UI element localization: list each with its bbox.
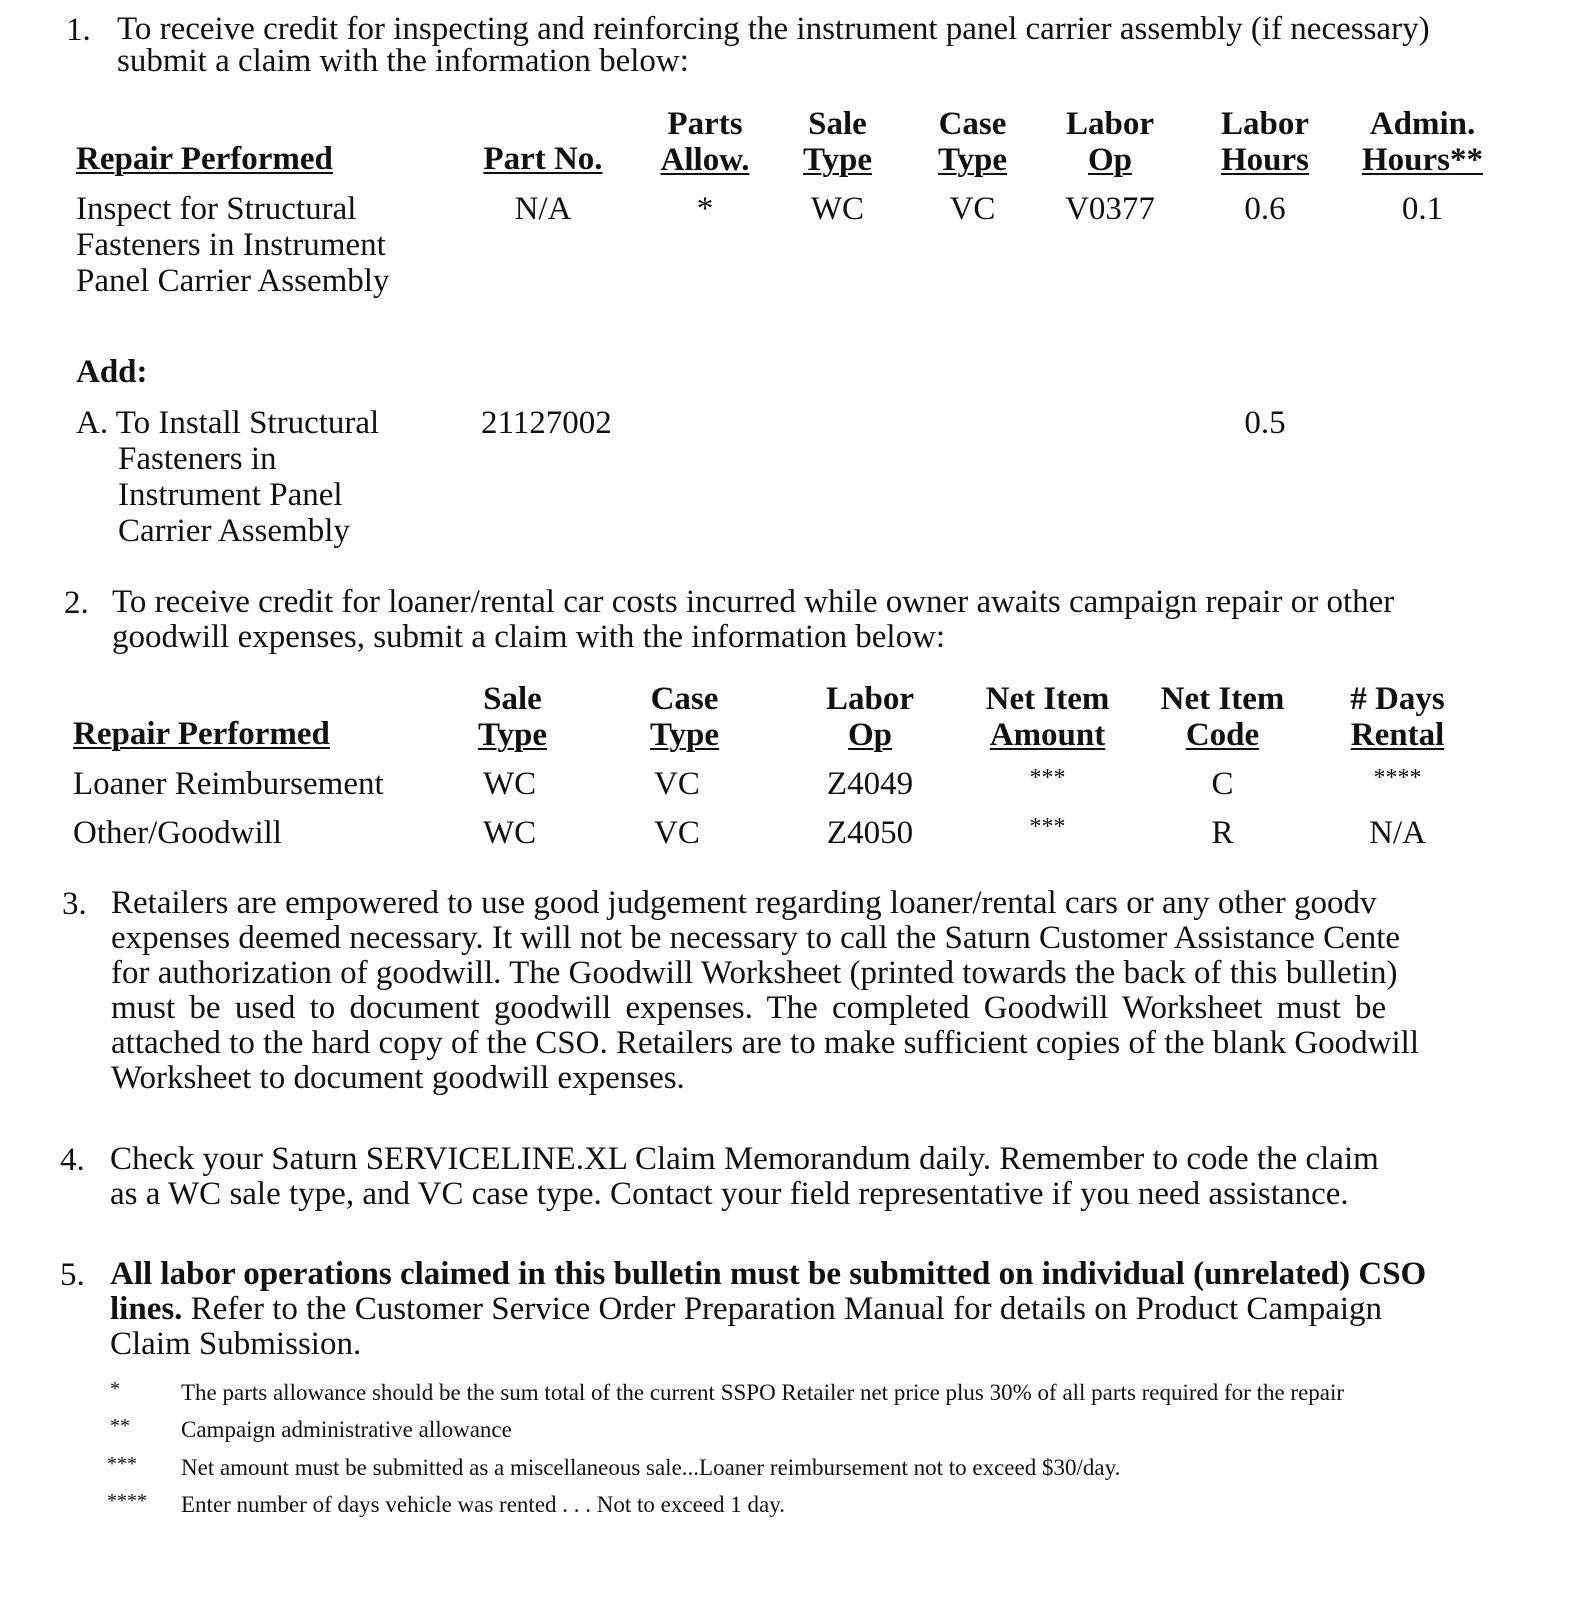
table-2-header-case-type: Case Type <box>649 681 720 753</box>
item-3-paragraph: Retailers are empowered to use good judgement regarding loaner/rental cars or any other goodv expenses deemed necessary. It will not be necessary to call the Saturn Customer Assistance Cente for authorization of goodwill. The Goodwill Worksheet (printed towards the back of this bulletin) must be used to document goodwill expenses. The completed Goodwill Worksheet must be attached to the hard copy of the CSO. Retailers are to make sufficient copies of the blank Goodwill Worksheet to document goodwill expenses. <box>111 885 1420 1096</box>
table-1-row-2-labor-hours: 0.5 <box>1244 405 1286 441</box>
table-1-header-labor-op: Labor Op <box>1065 106 1154 178</box>
table-1-row-2-repair: A. To Install Structural Fasteners in Instrument Panel Carrier Assembly <box>76 405 380 549</box>
table-1-row-2-part-no: 21127002 <box>481 405 612 441</box>
footnote-3-mark: *** <box>107 1453 137 1475</box>
table-1-header-sale-type: Sale Type <box>802 106 873 178</box>
item-1-line-1: To receive credit for inspecting and reinforcing the instrument panel carrier assembly (if necessary) <box>117 11 1430 47</box>
item-1-number: 1. <box>66 12 91 48</box>
table-2-row-2-repair: Other/Goodwill <box>73 815 282 851</box>
item-2-line-1: To receive credit for loaner/rental car costs incurred while owner awaits campaign repair or other <box>112 584 1395 620</box>
table-1-header-labor-hours: Labor Hours <box>1220 106 1309 178</box>
table-2-row-1-labor-op: Z4049 <box>826 766 914 802</box>
table-2-row-1-days: **** <box>1373 765 1422 791</box>
table-2-header-net-amount: Net Item Amount <box>985 681 1110 753</box>
table-1-row-1-sale-type: WC <box>810 191 865 227</box>
table-2-row-1-repair: Loaner Reimbursement <box>73 766 384 802</box>
table-1-header-parts-allow: Parts Allow. <box>660 106 750 178</box>
table-2-row-1-net-amount: *** <box>1029 765 1066 791</box>
table-2-header-days-rental: # Days Rental <box>1350 681 1445 753</box>
item-4-line-2: as a WC sale type, and VC case type. Contact your field representative if you need assistance. <box>110 1176 1349 1212</box>
table-2-header-sale-type: Sale Type <box>477 681 548 753</box>
table-2-row-2-net-amount: *** <box>1029 814 1066 840</box>
table-2-row-2-net-code: R <box>1211 815 1234 851</box>
table-1-row-1-part-no: N/A <box>514 191 572 227</box>
footnote-1-mark: * <box>110 1378 120 1400</box>
item-5-line-2-rest: Refer to the Customer Service Order Preparation Manual for details on Product Campaign <box>182 1291 1383 1327</box>
item-2-number: 2. <box>64 585 89 621</box>
table-1-row-1-admin-hours: 0.1 <box>1401 191 1444 227</box>
table-1-row-1-repair: Inspect for Structural Fasteners in Instrument Panel Carrier Assembly <box>76 191 390 299</box>
table-2-header-repair: Repair Performed <box>73 716 330 752</box>
table-2-row-2-days: N/A <box>1369 815 1426 851</box>
table-1-header-admin-hours: Admin. Hours** <box>1361 106 1483 178</box>
item-4-line-1: Check your Saturn SERVICELINE.XL Claim Memorandum daily. Remember to code the claim <box>110 1141 1379 1177</box>
table-1-row-1-labor-hours: 0.6 <box>1244 191 1286 227</box>
table-2-row-1-sale-type: WC <box>483 766 537 802</box>
item-5-line-3: Claim Submission. <box>110 1326 362 1362</box>
item-5-line-2-bold: lines. <box>110 1291 183 1327</box>
footnote-4-text: Enter number of days vehicle was rented . . . Not to exceed 1 day. <box>181 1492 785 1517</box>
table-1-header-repair: Repair Performed <box>76 141 333 177</box>
item-5-number: 5. <box>60 1257 85 1293</box>
table-2-row-2-labor-op: Z4050 <box>826 815 914 851</box>
table-1-header-part-no: Part No. <box>483 141 603 177</box>
footnote-3-text: Net amount must be submitted as a miscellaneous sale...Loaner reimbursement not to exceed $30/day. <box>181 1455 1121 1480</box>
footnote-2-text: Campaign administrative allowance <box>181 1417 512 1442</box>
table-2-row-2-case-type: VC <box>654 815 700 851</box>
table-2-row-2-sale-type: WC <box>483 815 537 851</box>
table-1-row-1-labor-op: V0377 <box>1065 191 1155 227</box>
table-2-header-net-code: Net Item Code <box>1160 681 1285 753</box>
table-2-row-1-net-code: C <box>1211 766 1234 802</box>
item-5-line-1: All labor operations claimed in this bulletin must be submitted on individual (unrelated) CSO <box>110 1256 1427 1292</box>
item-2-line-2: goodwill expenses, submit a claim with the information below: <box>112 619 946 655</box>
item-3-number: 3. <box>62 886 87 922</box>
table-1-row-1-case-type: VC <box>949 191 996 227</box>
table-1-row-1-parts-allow: * <box>696 191 714 227</box>
table-2-row-1-case-type: VC <box>654 766 700 802</box>
item-1-line-2: submit a claim with the information below: <box>117 43 689 79</box>
item-4-number: 4. <box>60 1142 85 1178</box>
table-1-add-label: Add: <box>76 354 148 390</box>
item-5-line-2 <box>110 1292 1382 1327</box>
table-1-header-case-type: Case Type <box>937 106 1008 178</box>
footnote-1-text: The parts allowance should be the sum total of the current SSPO Retailer net price plus 30% of all parts required for the repair <box>181 1380 1345 1405</box>
footnote-4-mark: **** <box>107 1490 147 1512</box>
table-2-header-labor-op: Labor Op <box>825 681 914 753</box>
footnote-2-mark: ** <box>110 1415 130 1437</box>
